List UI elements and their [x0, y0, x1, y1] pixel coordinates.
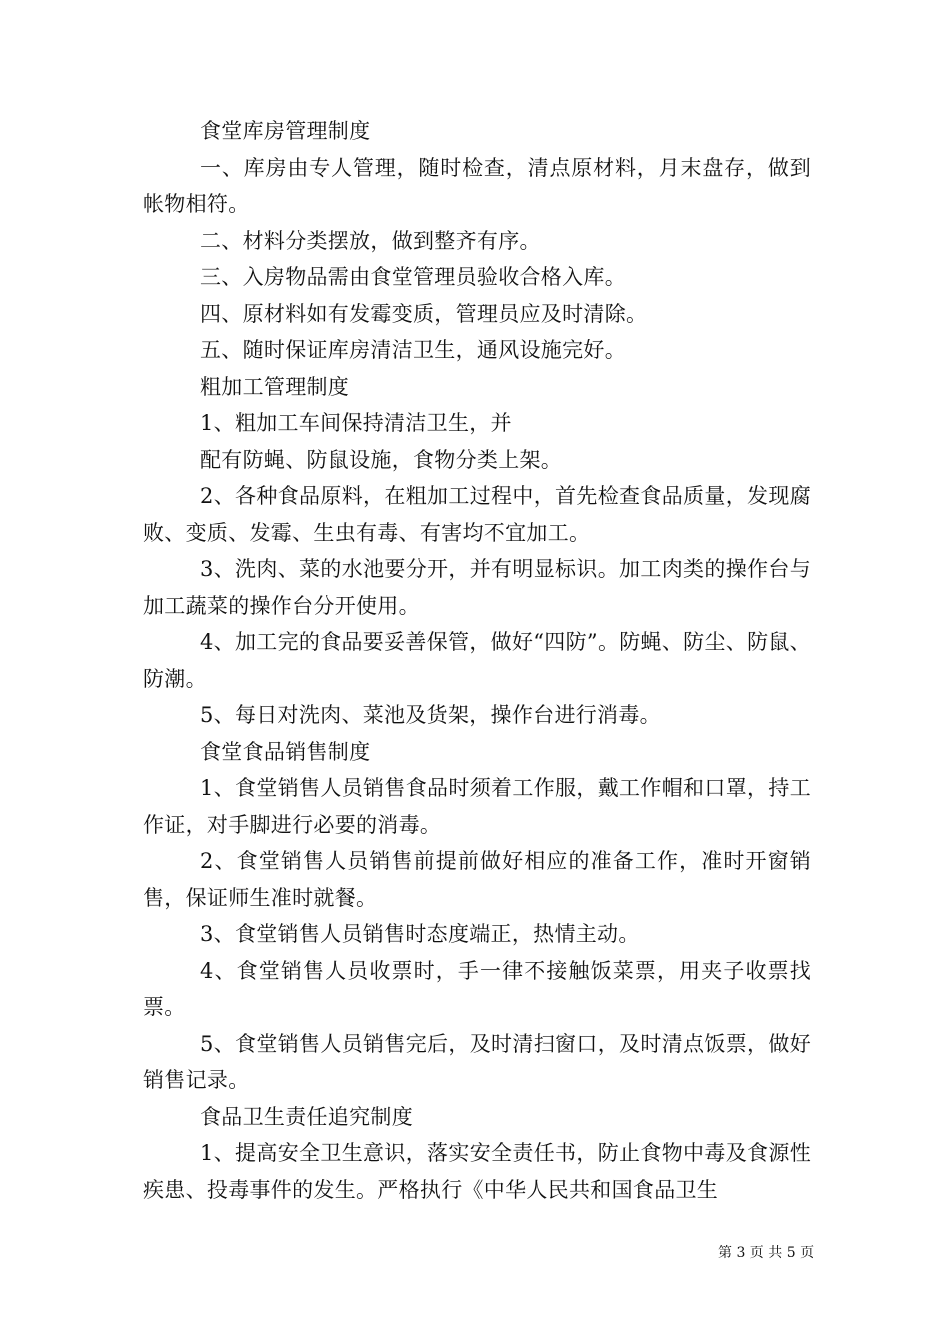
section-title-sales: 食堂食品销售制度 — [200, 739, 371, 764]
storage-item-4: 四、原材料如有发霉变质，管理员应及时清除。 — [200, 301, 648, 326]
sales-item-3: 3、食堂销售人员销售时态度端正，热情主动。 — [200, 922, 640, 946]
sales-item-5: 5、食堂销售人员销售完后，及时清扫窗口，及时清点饭票，做好销售记录。 — [143, 1031, 811, 1092]
document-body — [143, 113, 811, 1208]
responsibility-item-1: 1、提高安全卫生意识，落实安全责任书，防止食物中毒及食源性疾患、投毒事件的发生。严格执行《中华人民共和国食品卫生 — [143, 1141, 811, 1202]
sales-item-1: 1、食堂销售人员销售食品时须着工作服，戴工作帽和口罩，持工作证，对手脚进行必要的消毒。 — [143, 776, 811, 837]
sales-item-4: 4、食堂销售人员收票时，手一律不接触饭菜票，用夹子收票找票。 — [143, 958, 811, 1019]
processing-item-4: 4、加工完的食品要妥善保管，做好“四防”。防蝇、防尘、防鼠、防潮。 — [143, 630, 811, 691]
sales-item-2: 2、食堂销售人员销售前提前做好相应的准备工作，准时开窗销售，保证师生准时就餐。 — [143, 849, 811, 910]
page-number-footer: 第 3 页 共 5 页 — [718, 1245, 815, 1261]
processing-item-1: 1、粗加工车间保持清洁卫生，并 — [200, 411, 512, 435]
processing-item-1-cont: 配有防蝇、防鼠设施，食物分类上架。 — [200, 447, 563, 472]
section-title-responsibility: 食品卫生责任追究制度 — [200, 1104, 413, 1129]
storage-item-5: 五、随时保证库房清洁卫生，通风设施完好。 — [200, 338, 626, 362]
storage-item-2: 二、材料分类摆放，做到整齐有序。 — [200, 228, 541, 253]
section-title-processing: 粗加工管理制度 — [200, 374, 350, 399]
processing-item-5: 5、每日对洗肉、菜池及货架，操作台进行消毒。 — [200, 703, 661, 727]
processing-item-2: 2、各种食品原料，在粗加工过程中，首先检查食品质量，发现腐败、变质、发霉、生虫有毒、有害均不宜加工。 — [143, 484, 811, 545]
processing-item-3: 3、洗肉、菜的水池要分开，并有明显标识。加工肉类的操作台与加工蔬菜的操作台分开使用。 — [143, 557, 811, 618]
storage-item-1: 一、库房由专人管理，随时检查，清点原材料，月末盘存，做到帐物相符。 — [143, 155, 811, 216]
storage-item-3: 三、入房物品需由食堂管理员验收合格入库。 — [200, 265, 626, 289]
section-title-storage: 食堂库房管理制度 — [200, 119, 371, 143]
